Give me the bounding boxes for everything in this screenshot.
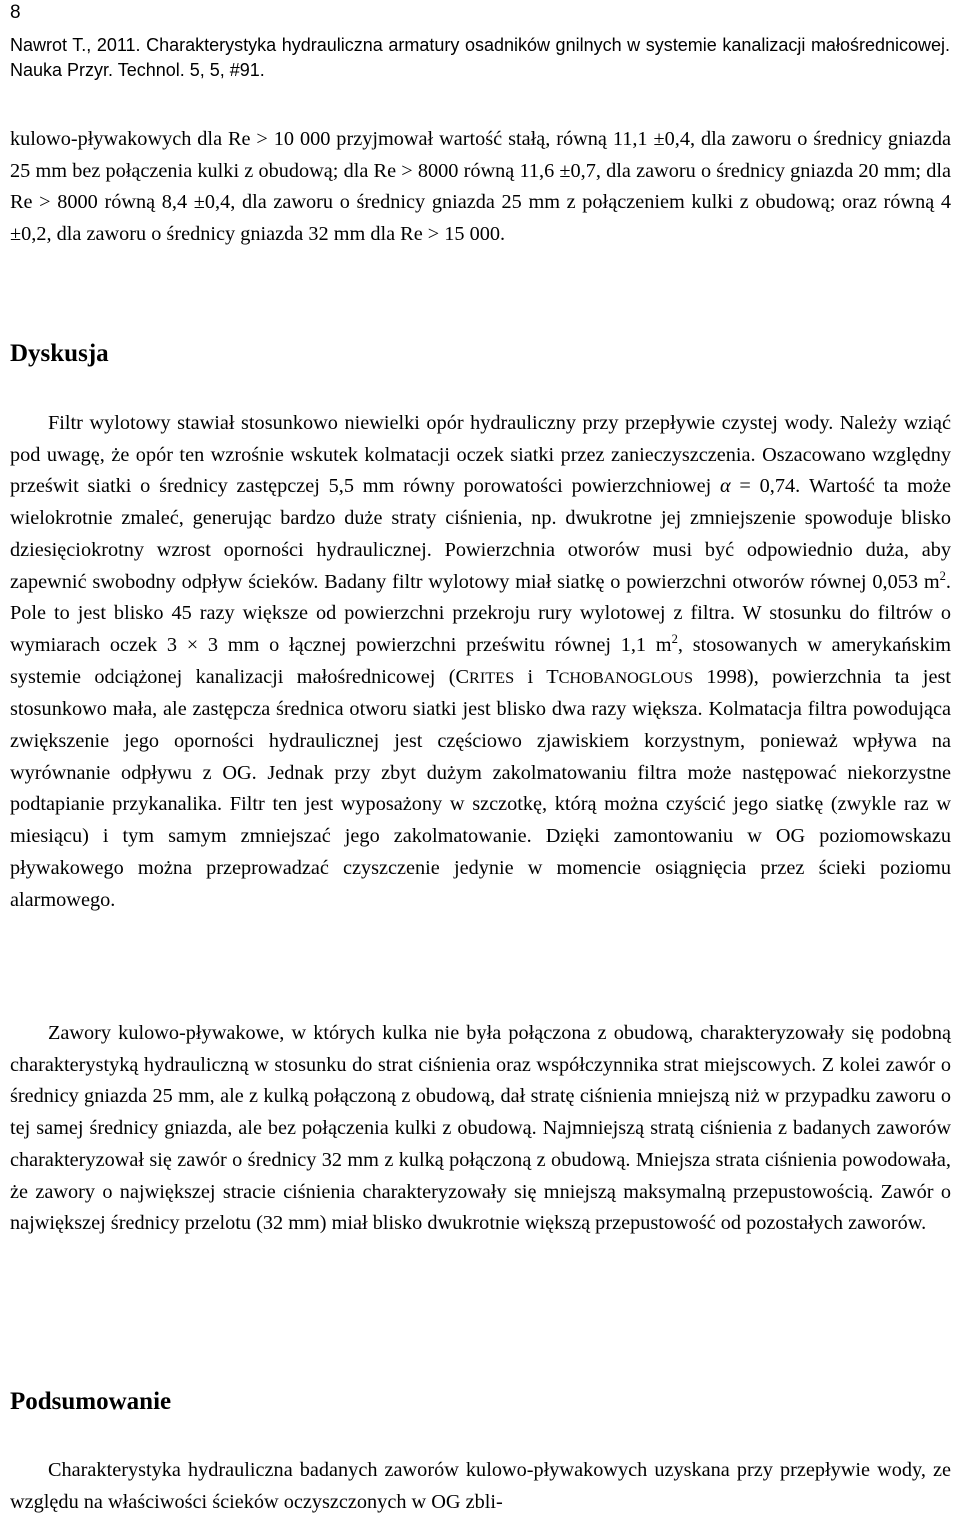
citation-author-crites: CRITES [455,665,515,688]
superscript: 2 [671,632,678,647]
discussion-paragraph-1 [10,408,951,916]
citation-header: Nawrot T., 2011. Charakterystyka hydrauliczna armatury osadników gnilnych w systemie kanalizacji małośrednicowej. Nauka Przyr. Technol. 5, 5, #91. [10,35,950,80]
intro-paragraph: kulowo-pływakowych dla Re > 10 000 przyjmował wartość stałą, równą 11,1 ±0,4, dla zaworu o średnicy gniazda 25 mm bez połączenia kulki z obudową; dla Re > 8000 równą 11,6 ±0,7, dla zaworu o średnicy gniazda 20 mm; dla Re > 8000 równą 8,4 ±0,4, dla zaworu o średnicy gniazda 25 mm z połączeniem kulki z obudową; oraz równą 4 ±0,2, dla zaworu o średnicy gniazda 32 mm dla Re > 15 000. [10,128,951,246]
text-run: 1998), powierzchnia ta jest stosunkowo mała, ale zastępcza średnica otworu siatki jest blisko dwa razy większa. Kolmatacja filtra powodująca zwiększenie jego oporności hydraulicznej jest częściowo zjawiskiem korzystnym, ponieważ wpływa na wyrównanie odpływu z OG. Jednak przy zbyt dużym zakolmatowaniu filtra może następować niekorzystne podtapianie przykanalika. Filtr ten jest wyposażony w szczotkę, którą można czyścić jego siatkę (zwykle raz w miesiącu) i tym samym zmniejszać jego zakolmatowanie. Dzięki zamontowaniu w OG poziomowskazu pływakowego można przeprowadzać czyszczenie jedynie w momencie osiągnięcia przez ścieki poziomu alarmowego. [10,665,951,911]
summary-paragraph-1: Charakterystyka hydrauliczna badanych zaworów kulowo-pływakowych uzyskana przy przepływie wody, ze względu na właściwości ścieków oczyszczonych w OG zbli- [10,1459,951,1513]
alpha-symbol: α [720,475,731,498]
citation-author-tchobanoglous: TCHOBANOGLOUS [546,665,693,688]
text-run: = 0,74. Wartość ta może wielokrotnie zmaleć, generując bardzo duże straty ciśnienia, np. dwukrotne jej zmniejszenie spowoduje blisko dziesięciokrotny wzrost oporności hydraulicznej. Powierzchnia otworów musi być odpowiednio duża, aby zapewnić swobodny odpływ ścieków. Badany filtr wylotowy miał siatkę o powierzchni otworów równej 0,053 m [10,475,951,593]
discussion-paragraph-2: Zawory kulowo-pływakowe, w których kulka nie była połączona z obudową, charakteryzowały się podobną charakterystyką hydrauliczną w stosunku do strat ciśnienia oraz współczynnika strat miejscowych. Z kolei zawór o średnicy gniazda 25 mm, ale z kulką połączoną z obudową, dał stratę ciśnienia mniejszą niż w przypadku zaworu o tej samej średnicy gniazda, ale bez połączenia kulki z obudową. Najmniejszą stratą ciśnienia z badanych zaworów charakteryzował się zawór o średnicy 32 mm z kulką połączoną z obudową. Mniejsza strata ciśnienia powodowała, że zawory o największej stracie ciśnienia charakteryzowały się mniejszą maksymalną przepustowością. Zawór o największej średnicy przelotu (32 mm) miał blisko dwukrotnie większą przepustowość od pozostałych zaworów. [10,1022,951,1235]
superscript: 2 [939,568,946,583]
section-heading-podsumowanie: Podsumowanie [10,1388,172,1415]
page-number: 8 [10,2,21,23]
text-run: , stosowanych w amerykańskim systemie odciążonej kanalizacji małośrednicowej ( [10,633,951,688]
text-run: Filtr wylotowy stawiał stosunkowo niewielki opór hydrauliczny przy przepływie czystej wody. Należy wziąć pod uwagę, że opór ten wzrośnie wskutek kolmatacji oczek siatki przez zanieczyszczenia. Oszacowano względny prześwit siatki o średnicy zastępczej 5,5 mm równy porowatości powierzchniowej [10,412,951,498]
text-run: . Pole to jest blisko 45 razy większe od powierzchni przekroju rury wylotowej z filtra. W stosunku do filtrów o wymiarach oczek 3 × 3 mm o łącznej powierzchni prześwitu równej 1,1 m [10,570,951,656]
text-run: i [514,665,547,688]
section-heading-dyskusja: Dyskusja [10,340,109,367]
